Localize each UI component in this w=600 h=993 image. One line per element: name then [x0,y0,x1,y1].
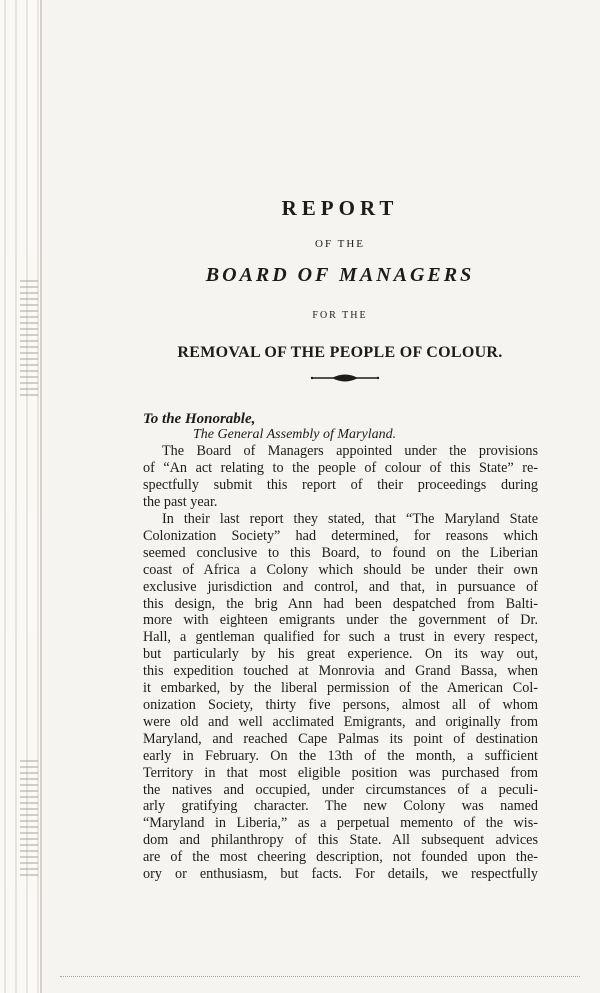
paragraph-line: Hall, a gentleman qualified for such a trust in every respect, [143,629,538,646]
binding-ornament-upper [20,280,38,400]
board-of-managers-heading: BOARD OF MANAGERS [205,264,475,286]
address-salutation: To the Honorable, [143,411,256,427]
paragraph-line: onization Society, thirty five persons, almost all of whom [143,696,538,713]
paragraph-line: more with eighteen emigrants under the government of Dr. [143,612,538,629]
paragraph-line: Maryland, and reached Cape Palmas its point of destination [143,730,538,747]
paragraph-introduction [143,443,538,511]
paragraph-line: seemed conclusive to this Board, to found on the Liberian [143,544,538,561]
for-the-heading: FOR THE [312,310,368,321]
paragraph-line: the natives and occupied, under circumstances of a peculi- [143,781,538,798]
paragraph-line: The Board of Managers appointed under the provisions [162,443,538,459]
binding-ornament-lower [20,760,38,880]
paragraph-line: early in February. On the 13th of the month, a sufficient [143,747,538,764]
address-recipient: The General Assembly of Maryland. [193,427,397,442]
of-the-heading: OF THE [315,238,365,250]
paragraph-line: were old and well acclimated Emigrants, and originally from [143,713,538,730]
page-bottom-rule [60,976,580,978]
paragraph-line: “Maryland in Liberia,” as a perpetual memento of the wis- [143,815,538,832]
paragraph-line: are of the most cheering description, not founded upon the- [143,849,538,866]
paragraph-colony-report [143,511,538,883]
paragraph-line: arly gratifying character. The new Colony was named [143,798,538,815]
report-heading: REPORT [281,196,399,220]
ornament-divider-icon [310,372,380,384]
paragraph-line: exclusive jurisdiction and control, and that, in pursuance of [143,578,538,595]
paragraph-line: ory or enthusiasm, but facts. For details, we respectfully [143,866,538,883]
paragraph-line: Territory in that most eligible position was purchased from [143,764,538,781]
page-edge-line [40,0,42,993]
paragraph-line: this design, the brig Ann had been despatched from Balti- [143,595,538,612]
paragraph-line: but particularly by his great experience. On its way out, [143,646,538,663]
paragraph-line: it embarked, by the liberal permission of the American Col- [143,680,538,697]
paragraph-line: of “An act relating to the people of colour of this State” re- [143,459,538,476]
paragraph-line: Colonization Society” had determined, for reasons which [143,527,538,544]
paragraph-line: coast of Africa a Colony which should be under their own [143,561,538,578]
paragraph-line: spectfully submit this report of their proceedings during [143,476,538,493]
paragraph-line: the past year. [143,493,218,510]
paragraph-line: dom and philanthropy of this State. All subsequent advices [143,832,538,849]
paragraph-line: In their last report they stated, that “The Maryland State [162,511,538,527]
paragraph-line: this expedition touched at Monrovia and Grand Bassa, when [143,663,538,680]
page-binding-edge [0,0,40,993]
removal-heading: REMOVAL OF THE PEOPLE OF COLOUR. [177,344,503,361]
